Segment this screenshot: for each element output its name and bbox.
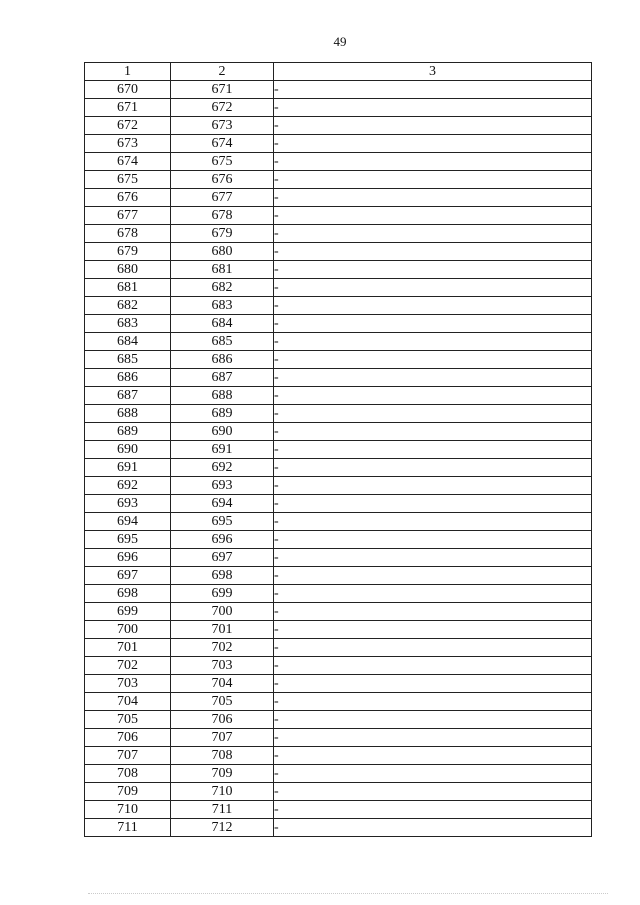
table-row — [85, 639, 592, 657]
table-cell-col2: 675 — [171, 153, 274, 171]
table-cell-col1: 691 — [85, 459, 171, 477]
table-cell-col2: 679 — [171, 225, 274, 243]
table-row — [85, 369, 592, 387]
table-cell-col2: 693 — [171, 477, 274, 495]
table-cell-col1: 671 — [85, 99, 171, 117]
table-cell-col1: 695 — [85, 531, 171, 549]
table-cell-col3: - — [274, 585, 592, 603]
table-cell-col1: 677 — [85, 207, 171, 225]
table-row — [85, 549, 592, 567]
table-row — [85, 297, 592, 315]
table-cell-col2: 695 — [171, 513, 274, 531]
table-row — [85, 711, 592, 729]
table-cell-col1: 688 — [85, 405, 171, 423]
table-cell-col3: - — [274, 171, 592, 189]
table-cell-col2: 709 — [171, 765, 274, 783]
table-cell-col2: 694 — [171, 495, 274, 513]
table-row — [85, 243, 592, 261]
table-cell-col2: 688 — [171, 387, 274, 405]
table-cell-col1: 682 — [85, 297, 171, 315]
page-number: 49 — [333, 34, 347, 49]
table-row — [85, 495, 592, 513]
table-cell-col2: 686 — [171, 351, 274, 369]
table-row — [85, 261, 592, 279]
table-cell-col1: 676 — [85, 189, 171, 207]
table-cell-col2: 699 — [171, 585, 274, 603]
table-cell-col1: 692 — [85, 477, 171, 495]
table-cell-col1: 711 — [85, 819, 171, 837]
table-row — [85, 81, 592, 99]
table-cell-col3: - — [274, 423, 592, 441]
table-cell-col3: - — [274, 549, 592, 567]
table-row — [85, 207, 592, 225]
table-cell-col3: - — [274, 225, 592, 243]
table-row — [85, 387, 592, 405]
table-cell-col3: - — [274, 567, 592, 585]
table-cell-col2: 697 — [171, 549, 274, 567]
column-header-3: 3 — [274, 63, 592, 81]
table-row — [85, 603, 592, 621]
table-cell-col1: 706 — [85, 729, 171, 747]
table-row — [85, 153, 592, 171]
footer-scan-marks — [88, 893, 608, 902]
table-row — [85, 675, 592, 693]
table-cell-col2: 706 — [171, 711, 274, 729]
table-cell-col3: - — [274, 261, 592, 279]
table-cell-col3: - — [274, 81, 592, 99]
table-row — [85, 693, 592, 711]
table-cell-col3: - — [274, 459, 592, 477]
table-cell-col2: 687 — [171, 369, 274, 387]
table-cell-col2: 702 — [171, 639, 274, 657]
table-cell-col2: 671 — [171, 81, 274, 99]
table-cell-col1: 689 — [85, 423, 171, 441]
table-cell-col2: 682 — [171, 279, 274, 297]
table-cell-col3: - — [274, 729, 592, 747]
table-body — [85, 81, 592, 837]
table-cell-col3: - — [274, 783, 592, 801]
table-row — [85, 135, 592, 153]
table-row — [85, 477, 592, 495]
table-cell-col3: - — [274, 369, 592, 387]
table-row — [85, 351, 592, 369]
table-row — [85, 171, 592, 189]
table-cell-col2: 684 — [171, 315, 274, 333]
table-cell-col1: 709 — [85, 783, 171, 801]
table-cell-col3: - — [274, 675, 592, 693]
table-row — [85, 189, 592, 207]
table-header — [85, 63, 592, 81]
table-cell-col3: - — [274, 189, 592, 207]
table-cell-col1: 679 — [85, 243, 171, 261]
table-row — [85, 819, 592, 837]
table-cell-col3: - — [274, 99, 592, 117]
table-cell-col3: - — [274, 297, 592, 315]
table-cell-col1: 708 — [85, 765, 171, 783]
column-header-2: 2 — [171, 63, 274, 81]
table-cell-col3: - — [274, 405, 592, 423]
table-cell-col1: 697 — [85, 567, 171, 585]
table-row — [85, 513, 592, 531]
table-cell-col3: - — [274, 315, 592, 333]
table-cell-col1: 696 — [85, 549, 171, 567]
table-cell-col1: 693 — [85, 495, 171, 513]
table-cell-col3: - — [274, 135, 592, 153]
table-cell-col2: 691 — [171, 441, 274, 459]
table-cell-col1: 674 — [85, 153, 171, 171]
table-cell-col2: 678 — [171, 207, 274, 225]
table-cell-col3: - — [274, 117, 592, 135]
table-cell-col2: 689 — [171, 405, 274, 423]
table-cell-col3: - — [274, 603, 592, 621]
table-row — [85, 333, 592, 351]
table-row — [85, 765, 592, 783]
table-cell-col3: - — [274, 693, 592, 711]
table-cell-col3: - — [274, 765, 592, 783]
table-cell-col3: - — [274, 495, 592, 513]
table-cell-col2: 685 — [171, 333, 274, 351]
table-cell-col1: 686 — [85, 369, 171, 387]
table-cell-col1: 694 — [85, 513, 171, 531]
table-cell-col2: 681 — [171, 261, 274, 279]
table-cell-col3: - — [274, 711, 592, 729]
table-row — [85, 729, 592, 747]
table-cell-col1: 703 — [85, 675, 171, 693]
table-cell-col2: 683 — [171, 297, 274, 315]
table-cell-col2: 710 — [171, 783, 274, 801]
table-row — [85, 585, 592, 603]
table-cell-col1: 702 — [85, 657, 171, 675]
table-row — [85, 459, 592, 477]
table-cell-col1: 675 — [85, 171, 171, 189]
table-cell-col3: - — [274, 621, 592, 639]
table-cell-col3: - — [274, 513, 592, 531]
table-cell-col3: - — [274, 801, 592, 819]
table-cell-col2: 705 — [171, 693, 274, 711]
table-row — [85, 225, 592, 243]
table-cell-col1: 707 — [85, 747, 171, 765]
table-cell-col3: - — [274, 387, 592, 405]
table-cell-col2: 707 — [171, 729, 274, 747]
table-cell-col1: 710 — [85, 801, 171, 819]
table-row — [85, 783, 592, 801]
table-cell-col1: 701 — [85, 639, 171, 657]
table-cell-col1: 705 — [85, 711, 171, 729]
header-row — [85, 63, 592, 81]
table-cell-col2: 677 — [171, 189, 274, 207]
table-row — [85, 279, 592, 297]
table-cell-col1: 678 — [85, 225, 171, 243]
table-row — [85, 441, 592, 459]
table-row — [85, 315, 592, 333]
table-cell-col2: 680 — [171, 243, 274, 261]
table-cell-col2: 700 — [171, 603, 274, 621]
table-cell-col2: 698 — [171, 567, 274, 585]
table-cell-col3: - — [274, 351, 592, 369]
table-cell-col1: 698 — [85, 585, 171, 603]
table-cell-col2: 674 — [171, 135, 274, 153]
table-cell-col1: 687 — [85, 387, 171, 405]
table-cell-col3: - — [274, 153, 592, 171]
table-row — [85, 747, 592, 765]
table-cell-col3: - — [274, 819, 592, 837]
table-cell-col1: 681 — [85, 279, 171, 297]
table-cell-col2: 672 — [171, 99, 274, 117]
table-cell-col3: - — [274, 747, 592, 765]
table-cell-col3: - — [274, 333, 592, 351]
table-cell-col2: 676 — [171, 171, 274, 189]
table-cell-col2: 704 — [171, 675, 274, 693]
table-cell-col3: - — [274, 639, 592, 657]
table-cell-col2: 701 — [171, 621, 274, 639]
table-cell-col3: - — [274, 243, 592, 261]
table-cell-col3: - — [274, 441, 592, 459]
table-cell-col1: 672 — [85, 117, 171, 135]
table-cell-col1: 670 — [85, 81, 171, 99]
table-cell-col1: 690 — [85, 441, 171, 459]
table-cell-col2: 712 — [171, 819, 274, 837]
table-row — [85, 405, 592, 423]
table-cell-col1: 683 — [85, 315, 171, 333]
table-cell-col2: 711 — [171, 801, 274, 819]
table-row — [85, 801, 592, 819]
table-cell-col1: 684 — [85, 333, 171, 351]
table-cell-col2: 708 — [171, 747, 274, 765]
table-cell-col2: 696 — [171, 531, 274, 549]
table-cell-col1: 699 — [85, 603, 171, 621]
table-cell-col1: 700 — [85, 621, 171, 639]
table-row — [85, 531, 592, 549]
table-cell-col1: 685 — [85, 351, 171, 369]
table-cell-col3: - — [274, 207, 592, 225]
table-cell-col1: 673 — [85, 135, 171, 153]
table-cell-col2: 692 — [171, 459, 274, 477]
table-cell-col2: 690 — [171, 423, 274, 441]
table-row — [85, 99, 592, 117]
table-cell-col3: - — [274, 477, 592, 495]
column-header-1: 1 — [85, 63, 171, 81]
table-cell-col3: - — [274, 279, 592, 297]
table-cell-col2: 673 — [171, 117, 274, 135]
table-row — [85, 567, 592, 585]
table-row — [85, 657, 592, 675]
table-row — [85, 423, 592, 441]
table-cell-col2: 703 — [171, 657, 274, 675]
table-row — [85, 117, 592, 135]
table-cell-col1: 704 — [85, 693, 171, 711]
data-table — [84, 62, 592, 837]
table-cell-col3: - — [274, 657, 592, 675]
table-row — [85, 621, 592, 639]
table-cell-col3: - — [274, 531, 592, 549]
table-cell-col1: 680 — [85, 261, 171, 279]
